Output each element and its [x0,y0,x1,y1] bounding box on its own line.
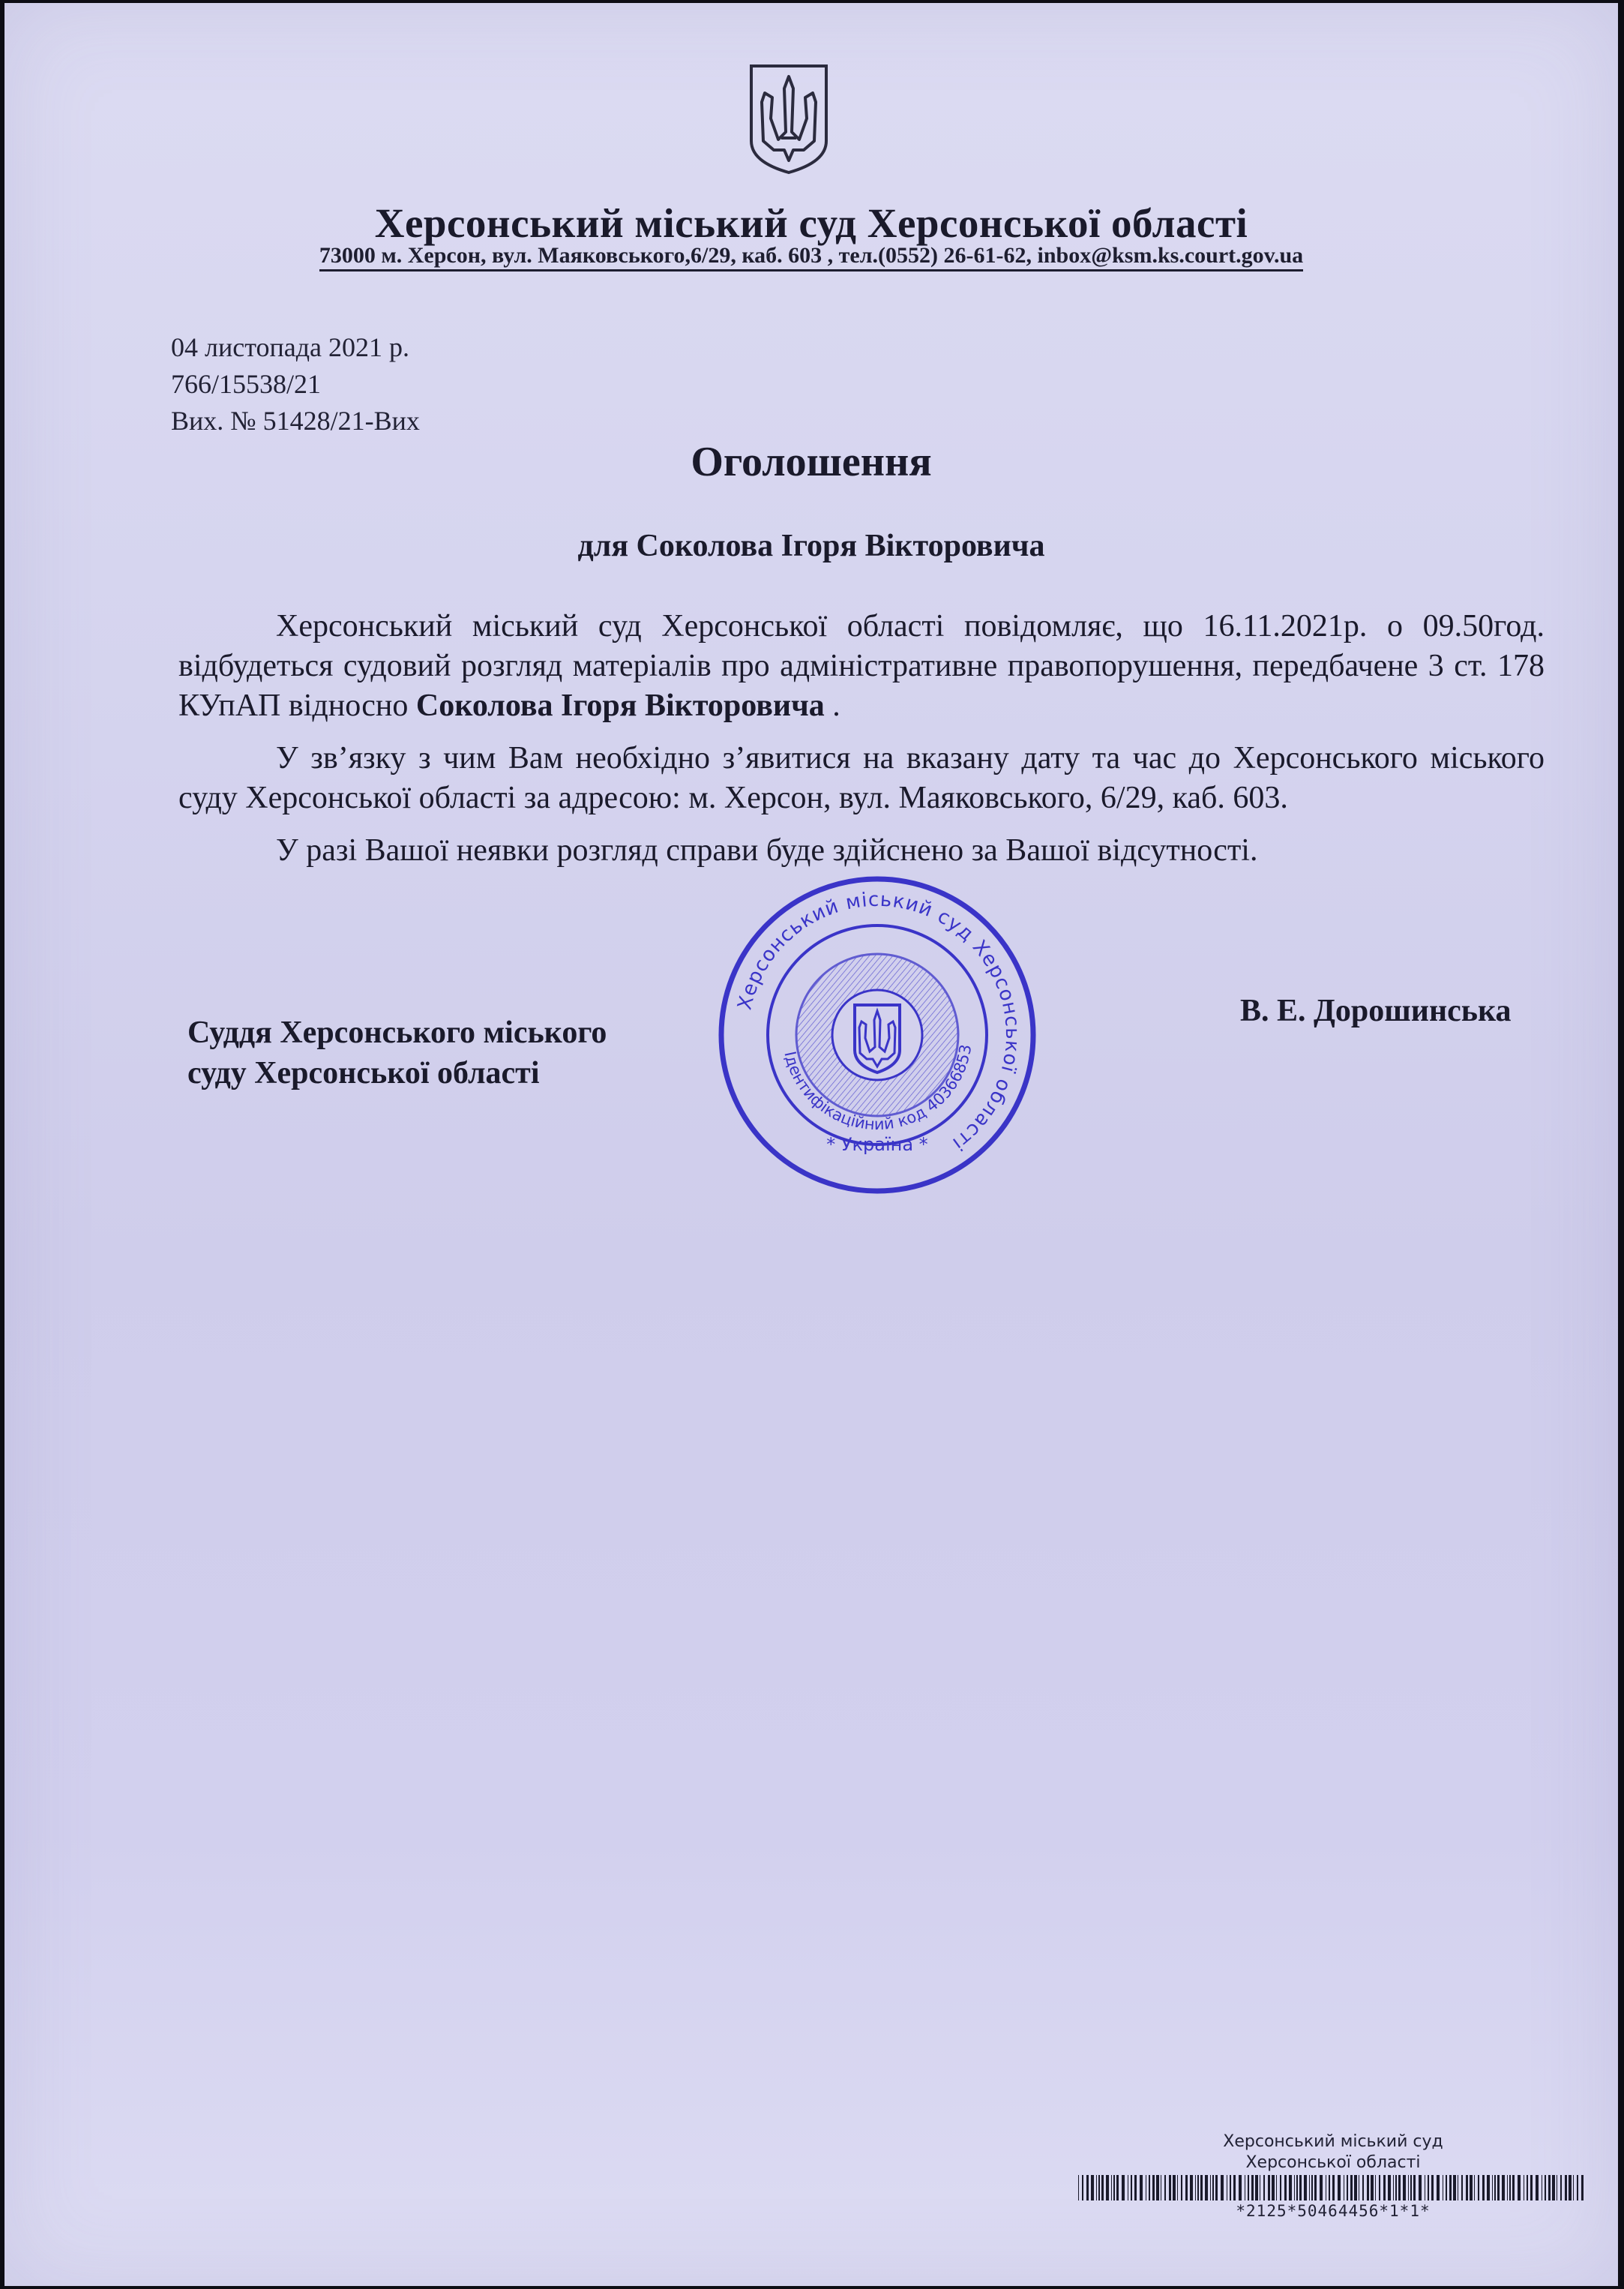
seal-bottom-text: * Україна * [826,1134,928,1155]
court-address: 73000 м. Херсон, вул. Маяковського,6/29, каб. 603 , тел.(0552) 26-61-62, inbox@ksm.ks.court.gov.ua [319,243,1303,272]
barcode-court-line1: Херсонський міський суд [1223,2132,1443,2151]
judge-name: В. Е. Дорошинська [1240,994,1512,1028]
document-date: 04 листопада 2021 р. [171,332,410,362]
document-title: Оголошення [691,439,932,485]
document-page [4,3,1618,2286]
paragraph-appearance-request: У зв’язку з чим Вам необхідно з’явитися на вказану дату та час до Херсонського міського суду Херсонської області за адресою: м. Херсон, вул. Маяковського, 6/29, каб. 603. [178,741,1545,815]
coat-of-arms-icon [747,63,831,176]
document-body [178,607,1545,884]
document-subtitle: для Соколова Ігоря Вікторовича [577,529,1045,563]
seal-inner-text: Ідентифікаційний код 40366853 [781,1042,975,1134]
paragraph-absence-warning: У разі Вашої неявки розгляд справи буде здійснено за Вашої відсутності. [276,833,1258,868]
outgoing-number: Вих. № 51428/21-Вих [171,406,420,436]
case-number: 766/15538/21 [171,369,322,399]
court-name: Херсонський міський суд Херсонської області [374,200,1248,246]
barcode-block [1078,2132,1588,2220]
barcode-icon [1078,2175,1588,2200]
barcode-court-line2: Херсонської області [1245,2153,1421,2172]
court-seal-stamp [715,873,1039,1197]
defendant-name: Соколова Ігоря Вікторовича [415,688,825,723]
barcode-code: *2125*50464456*1*1* [1236,2202,1431,2220]
judge-title: Суддя Херсонського міського суду Херсонської області [187,1016,607,1090]
seal-outer-text: Херсонський міський суд Херсонської області [733,888,1024,1156]
paragraph-hearing-notice: Херсонський міський суд Херсонської області повідомляє, що 16.11.2021р. о 09.50год. відбудеться судовий розгляд матеріалів про адміністративне правопорушення, передбачене 3 ст. 178 КУпАП відносно Соколова Ігоря Вікторовича . [178,609,1545,723]
